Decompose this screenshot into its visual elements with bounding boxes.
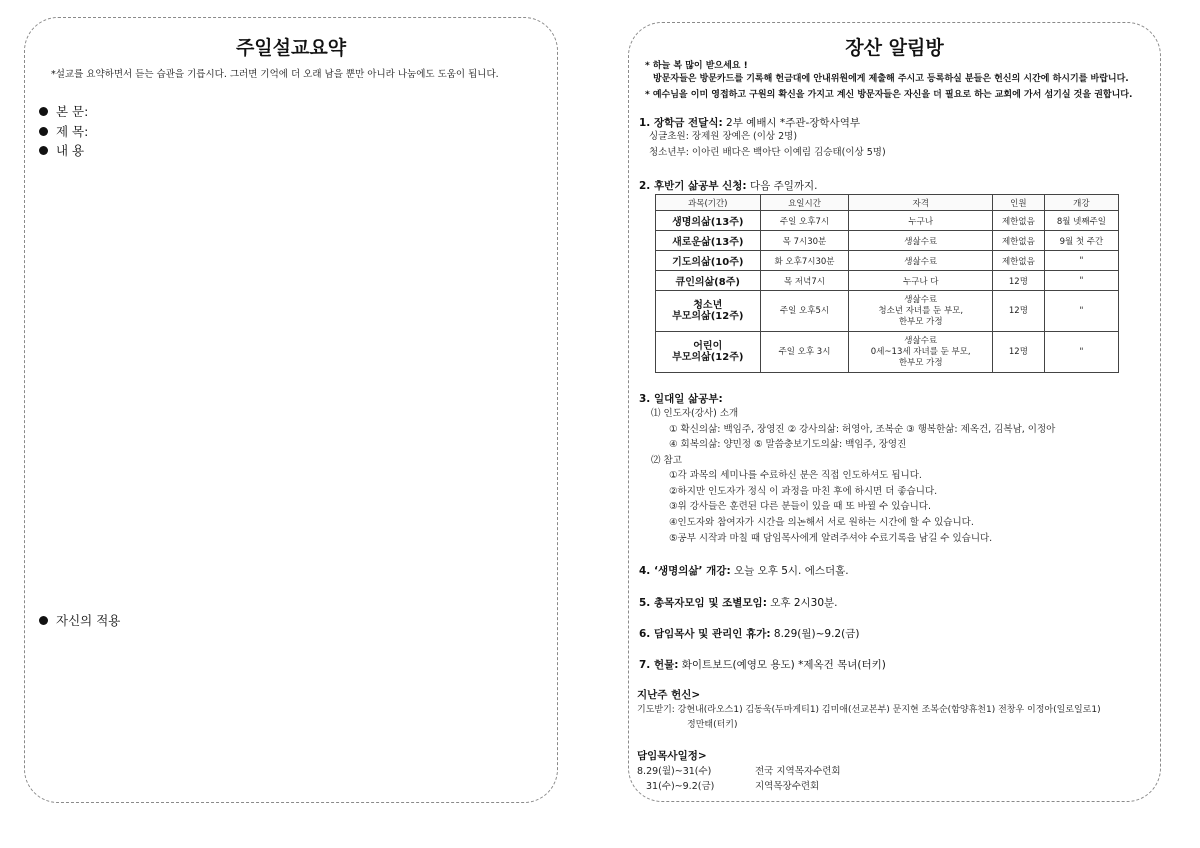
table-cell: 제한없음 <box>992 251 1044 271</box>
table-cell: " <box>1044 332 1118 373</box>
note-believers: * 예수님을 이미 영접하고 구원의 확신을 가지고 계신 방문자들은 자신을 더 필요로 하는 교회에 가서 섬기실 것을 권합니다. <box>645 90 1133 100</box>
table-header: 과목(기간) <box>656 195 761 211</box>
schedule-event-1: 전국 지역목자수련회 <box>755 766 841 777</box>
scholarship-line-2: 청소년부: 이아린 배다은 백아단 이예림 김승태(이상 5명) <box>649 147 886 158</box>
reference-label: ⑵ 참고 <box>651 455 682 466</box>
table-header: 자격 <box>849 195 993 211</box>
reference-line-4: ④인도자와 참여자가 시간을 의논해서 서로 원하는 시간에 할 수 있습니다. <box>669 517 974 528</box>
bullet-passage: 본 문: <box>39 102 88 120</box>
table-cell: 주일 오후 3시 <box>760 332 849 373</box>
offering-heading: 지난주 헌신> <box>637 689 701 701</box>
reference-line-5: ⑤공부 시작과 마칠 때 담임목사에게 알려주셔야 수료기록을 남길 수 있습니다. <box>669 533 993 544</box>
table-cell: " <box>1044 251 1118 271</box>
announcements-title: 장산 알림방 <box>845 37 944 59</box>
table-cell: 8월 넷째주일 <box>1044 211 1118 231</box>
table-cell: 생삶수료 <box>849 231 993 251</box>
schedule-date-2: 31(수)~9.2(금) <box>646 781 715 792</box>
bullet-title: 제 목: <box>39 122 88 140</box>
table-header: 요일시간 <box>760 195 849 211</box>
section-5-heading: 5. 총목자모임 및 조별모임: 오후 2시30분. <box>639 597 838 609</box>
schedule-date-1: 8.29(월)~31(수) <box>637 766 712 777</box>
note-visitors: 방문자들은 방문카드를 기록해 헌금대에 안내위원에게 제출해 주시고 등록하실 분들은 헌신의 시간에 하시기를 바랍니다. <box>653 74 1129 84</box>
table-row <box>656 251 1119 271</box>
section-3-heading: 3. 일대일 삶공부: <box>639 393 723 405</box>
table-cell: 목 저녁7시 <box>760 271 849 291</box>
table-cell: 12명 <box>992 291 1044 332</box>
table-cell: 기도의삶(10주) <box>656 251 761 271</box>
table-cell: 제한없음 <box>992 211 1044 231</box>
table-cell: 생명의삶(13주) <box>656 211 761 231</box>
note-greeting: * 하늘 복 많이 받으세요 ! <box>645 61 748 71</box>
schedule-heading: 담임목사일정> <box>637 750 707 762</box>
table-cell: 주일 오후7시 <box>760 211 849 231</box>
reference-line-1: ①각 과목의 세미나를 수료하신 분은 직접 인도하셔도 됩니다. <box>669 470 922 481</box>
table-cell: 12명 <box>992 332 1044 373</box>
bullet-content: 내 용 <box>39 141 84 159</box>
table-cell: 어린이 부모의삶(12주) <box>656 332 761 373</box>
table-cell: 새로운삶(13주) <box>656 231 761 251</box>
table-cell: 9월 첫 주간 <box>1044 231 1118 251</box>
section-7-heading: 7. 헌물: 화이트보드(예영모 용도) *제옥건 목녀(터키) <box>639 659 886 671</box>
table-cell: 화 오후7시30분 <box>760 251 849 271</box>
table-header: 개강 <box>1044 195 1118 211</box>
course-table <box>655 194 1119 373</box>
table-cell: 생삶수료 0세~13세 자녀를 둔 부모, 한부모 가정 <box>849 332 993 373</box>
section-6-heading: 6. 담임목사 및 관리인 휴가: 8.29(월)~9.2(금) <box>639 628 860 640</box>
table-cell: 12명 <box>992 271 1044 291</box>
offering-line-2: 정만태(터키) <box>687 720 738 730</box>
section-2-heading: 2. 후반기 삶공부 신청: 다음 주일까지. <box>639 180 818 192</box>
reference-line-2: ②하지만 인도자가 정식 이 과정을 마친 후에 하시면 더 좋습니다. <box>669 486 938 497</box>
table-cell: " <box>1044 271 1118 291</box>
table-cell: 누구나 다 <box>849 271 993 291</box>
instructor-line-2: ④ 회복의삶: 양민정 ⑤ 말씀충보기도의삶: 백임주, 장영진 <box>669 439 907 450</box>
announcements-panel <box>628 22 1161 802</box>
table-row <box>656 332 1119 373</box>
section-4-heading: 4. ‘생명의삶’ 개강: 오늘 오후 5시. 에스더홀. <box>639 565 849 577</box>
table-cell: 누구나 <box>849 211 993 231</box>
offering-line-1: 기도받기: 강현내(라오스1) 김동욱(두마게티1) 김미애(선교본부) 문지현 조복순(함양휴천1) 전창우 이정아(일로일로1) <box>637 705 1101 715</box>
table-row <box>656 231 1119 251</box>
table-cell: 청소년 부모의삶(12주) <box>656 291 761 332</box>
bullet-dot-icon <box>39 107 48 116</box>
sermon-summary-panel <box>24 17 558 803</box>
table-cell: 큐인의삶(8주) <box>656 271 761 291</box>
table-cell: 생삶수료 <box>849 251 993 271</box>
instructor-line-1: ① 확신의삶: 백임주, 장영진 ② 강사의삶: 허영아, 조복순 ③ 행복한삶: 제옥건, 김복남, 이정아 <box>669 424 1056 435</box>
sermon-summary-subtitle: *설교를 요약하면서 듣는 습관을 기릅시다. 그러면 기억에 더 오래 남을 뿐만 아니라 나눔에도 도움이 됩니다. <box>51 69 499 80</box>
table-cell: 목 7시30분 <box>760 231 849 251</box>
sermon-summary-title: 주일설교요약 <box>235 37 347 59</box>
table-row <box>656 291 1119 332</box>
bullet-application: 자신의 적용 <box>39 611 120 629</box>
instructor-intro-label: ⑴ 인도자(강사) 소개 <box>651 408 739 419</box>
bullet-dot-icon <box>39 127 48 136</box>
scholarship-line-1: 싱글초원: 장제원 장예은 (이상 2명) <box>649 131 798 142</box>
reference-line-3: ③위 강사들은 훈련된 다른 분들이 있을 때 또 바뀔 수 있습니다. <box>669 501 931 512</box>
table-header: 인원 <box>992 195 1044 211</box>
table-cell: " <box>1044 291 1118 332</box>
bullet-dot-icon <box>39 616 48 625</box>
section-1-heading: 1. 장학금 전달식: 2부 예배시 *주관-장학사역부 <box>639 117 860 129</box>
table-cell: 제한없음 <box>992 231 1044 251</box>
bullet-dot-icon <box>39 146 48 155</box>
schedule-event-2: 지역목장수련회 <box>755 781 820 792</box>
table-cell: 주일 오후5시 <box>760 291 849 332</box>
table-header-row <box>656 195 1119 211</box>
table-row <box>656 211 1119 231</box>
table-cell: 생삶수료 청소년 자녀를 둔 부모, 한부모 가정 <box>849 291 993 332</box>
table-row <box>656 271 1119 291</box>
